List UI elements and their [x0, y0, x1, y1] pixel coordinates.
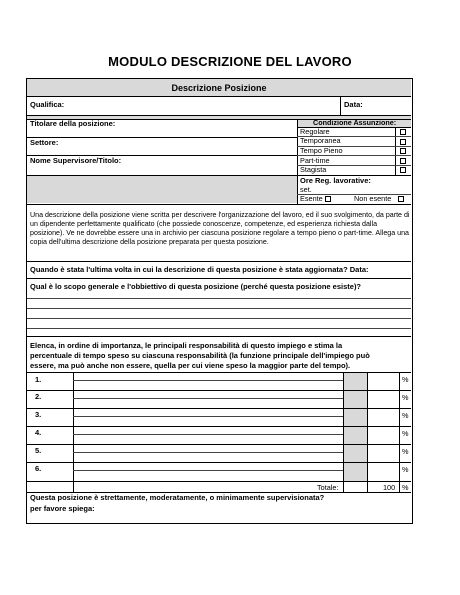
settore-label: Settore: [30, 138, 59, 147]
totale-label: Totale: [317, 483, 339, 492]
esente-label: Esente [300, 194, 323, 203]
responsabilita-line3: essere, ma può anche non essere, quella per cui viene speso la maggior parte del tempo). [30, 361, 351, 370]
condizione-heading: Condizione Assunzione: [313, 118, 397, 127]
form-frame [26, 78, 413, 524]
totale-pct: % [402, 483, 409, 492]
responsabilita-item-1: 1. [35, 375, 42, 384]
pct-sign-6: % [402, 465, 409, 474]
non-esente-checkbox[interactable] [398, 196, 404, 202]
qualifica-label: Qualifica: [30, 100, 65, 109]
pct-sign-1: % [402, 375, 409, 384]
condizione-regolare: Regolare [300, 127, 330, 136]
condizione-stagista: Stagista [300, 165, 327, 174]
question-aggiornata: Quando è stata l'ultima volta in cui la descrizione di questa posizione è stata aggiornata? Data: [30, 265, 369, 274]
responsabilita-line2: percentuale di tempo speso su ciascuna responsabilità (la funzione principale dell'impiego può [30, 351, 370, 360]
pct-sign-2: % [402, 393, 409, 402]
tempo-pieno-checkbox[interactable] [400, 148, 406, 154]
condizione-tempo-pieno: Tempo Pieno [300, 146, 343, 155]
non-esente-label: Non esente [354, 194, 392, 203]
section-header: Descrizione Posizione [27, 79, 411, 97]
ore-heading: Ore Reg. lavorative: [300, 176, 371, 185]
esente-checkbox[interactable] [325, 196, 331, 202]
pct-sign-5: % [402, 447, 409, 456]
regolare-checkbox[interactable] [400, 129, 406, 135]
page-title: MODULO DESCRIZIONE DEL LAVORO [108, 54, 352, 69]
condizione-temporanea: Temporanea [300, 136, 341, 145]
part-time-checkbox[interactable] [400, 158, 406, 164]
question-scopo: Qual è lo scopo generale e l'obbiettivo di questa posizione (perché questa posizione esiste)? [30, 282, 362, 291]
supervisione-line2: per favore spiega: [30, 504, 95, 513]
stagista-checkbox[interactable] [400, 167, 406, 173]
data-label: Data: [344, 100, 363, 109]
responsabilita-item-6: 6. [35, 464, 42, 473]
supervisore-label: Nome Supervisore/Titolo: [30, 156, 122, 165]
responsabilita-item-3: 3. [35, 410, 42, 419]
pct-sign-3: % [402, 411, 409, 420]
responsabilita-item-4: 4. [35, 428, 42, 437]
supervisione-answer-area[interactable] [29, 514, 409, 522]
ore-heading-set: set. [300, 185, 312, 194]
totale-value: 100 [383, 483, 396, 492]
responsabilita-line1: Elenca, in ordine di importanza, le principali responsabilità di questo impiego e stima la [30, 341, 343, 350]
temporanea-checkbox[interactable] [400, 139, 406, 145]
responsabilita-item-5: 5. [35, 446, 42, 455]
supervisione-line1: Questa posizione è strettamente, moderatamente, o minimamente supervisionata? [30, 493, 325, 502]
condizione-part-time: Part-time [300, 156, 330, 165]
responsabilita-item-2: 2. [35, 392, 42, 401]
intro-paragraph: Una descrizione della posizione viene scritta per descrivere l'organizzazione del lavoro, ed il suo svolgimento, da parte di un dipendente perfettamente qualificato (che possiede conoscenze, competenze, ed esperienza richiesta dalla posizione). Ve ne dovrebbe essere una in archivio per ciascuna posizione regolare a tempo pieno o part-time. Allega una copia dell'ultima descrizione della posizione preparata per questa posizione. [30, 211, 410, 246]
pct-sign-4: % [402, 429, 409, 438]
titolare-label: Titolare della posizione: [30, 119, 116, 128]
